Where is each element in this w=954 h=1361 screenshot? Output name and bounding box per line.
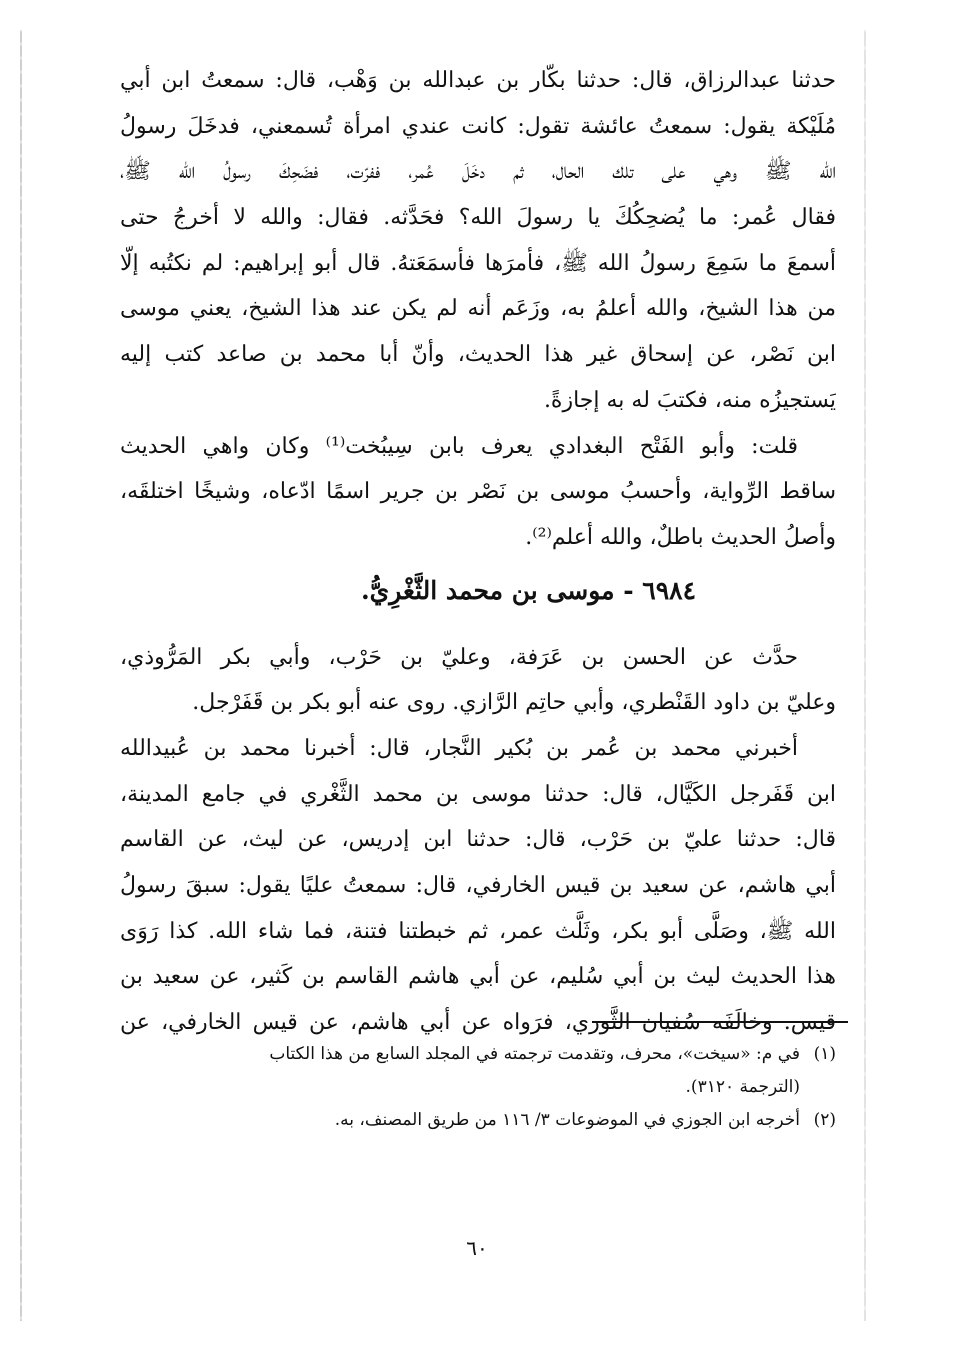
footnote-line bbox=[120, 1104, 836, 1137]
main-text bbox=[120, 58, 836, 1046]
text-line: ابن قَفَرجل الكَيَّال، قال: حدثنا موسى بن محمد الثَّغْري في جامع المدينة، bbox=[120, 781, 836, 807]
text-line: فقال عُمر: ما يُضحِكُكَ يا رسولَ الله؟ فحَدَّثه. فقال: والله لا أخرجُ حتى bbox=[120, 205, 836, 231]
text-line: حدثنا عبدالرزاق، قال: حدثنا بكّار بن عبدالله بن وَهْب، قال: سمعتُ ابن أبي bbox=[120, 68, 836, 93]
footnote-number: (١) bbox=[813, 1044, 836, 1064]
text-line: أبي هاشم، عن سعيد بن قيس الخارفي، قال: سمعتُ عليًا يقول: سبقَ رسولُ bbox=[120, 873, 836, 898]
footnote-1 bbox=[120, 1038, 836, 1104]
text-line: حدَّث عن الحسن بن عَرَفة، وعليّ بن حَرْب، وأبي بكر المَرُّوذي، bbox=[120, 644, 798, 670]
text-line: قلت: وأبو الفَتْح البغدادي يعرف بابن سِيبُخت⁽¹⁾ وكان واهي الحديث bbox=[120, 433, 798, 459]
paragraph-2 bbox=[120, 424, 836, 561]
text-line: هذا الحديث ليث بن أبي سُليم، عن أبي هاشم القاسم بن كَثير، عن سعيد بن bbox=[120, 964, 836, 990]
text-line: قال: حدثنا عليّ بن حَرْب، قال: حدثنا ابن إدريس، عن ليث، عن القاسم bbox=[120, 827, 836, 853]
text-line: وأصلُ الحديث باطلٌ، والله أعلم⁽²⁾. bbox=[525, 524, 836, 550]
footnote-text: (الترجمة ٣١٢٠). bbox=[685, 1077, 800, 1097]
entry-heading: ٦٩٨٤ - موسى بن محمد الثَّغْرِيُّ. bbox=[360, 575, 696, 605]
text-line: أخبرني محمد بن عُمر بن بُكير النَّجار، قال: أخبرنا محمد بن عُبيدالله bbox=[120, 735, 798, 761]
footnote-number: (٢) bbox=[813, 1110, 836, 1130]
footnote-divider bbox=[592, 1021, 848, 1023]
paragraph-3 bbox=[120, 635, 836, 726]
paragraph-4 bbox=[120, 726, 836, 1046]
page-number: ٦٠ bbox=[466, 1236, 488, 1260]
scan-artifact-right bbox=[864, 30, 866, 1321]
text-line: أسمعَ ما سَمِعَ رسولُ الله ﷺ، فأمرَها فأسمَعَتهُ. قال أبو إبراهيم: لم نكتُبه إلّا bbox=[120, 250, 836, 276]
text-line: الله ﷺ، وصَلَّى أبو بكر، وثَلَّث عمر، ثم خبطتنا فتنة، فما شاء الله. كذا رَوَى bbox=[120, 918, 836, 944]
text-line: يَستجيزُه منه، فكتبَ له به إجازةً. bbox=[543, 387, 836, 413]
scan-artifact-left bbox=[20, 30, 22, 1321]
text-line: قيس. وخالَفَه سُفيان الثَّوري، فرَواه عن أبي هاشم، عن قيس الخارفي، عن bbox=[120, 1010, 836, 1036]
footnote-text: أخرجه ابن الجوزي في الموضوعات ٣/ ١١٦ من طريق المصنف، به. bbox=[334, 1110, 800, 1130]
footnote-2 bbox=[120, 1104, 836, 1137]
text-line: ابن نَصْر، عن إسحاق غير هذا الحديث، وأنّ أبا محمد بن صاعد كتب إليه bbox=[120, 342, 836, 368]
footnotes bbox=[120, 1038, 836, 1137]
footnote-line bbox=[120, 1038, 836, 1071]
footnote-text: في م: «سيخت»، محرف، وتقدمت ترجمته في المجلد السابع من هذا الكتاب bbox=[269, 1044, 800, 1064]
paragraph-1 bbox=[120, 58, 836, 424]
text-line: الله ﷺ وهي على تلك الحال، ثم دخَلَ عُمر، ففرّت، فضَحِكَ رسولُ الله ﷺ، bbox=[120, 159, 836, 185]
text-line: وعليّ بن داود القَنْطري، وأبي حاتِم الرَّازي. روى عنه أبو بكر بن قَفَرْجل. bbox=[192, 690, 836, 716]
text-line: ساقط الرِّواية، وأحسبُ موسى بن نَصْر بن جرير اسمًا ادّعاه، وشيخًا اختلقَه، bbox=[120, 479, 836, 505]
text-line: مُلَيْكة يقول: سمعتُ عائشة تقول: كانت عندي امرأة تُسمعني، فدخَلَ رسولُ bbox=[120, 113, 836, 139]
text-line: من هذا الشيخ، والله أعلمُ به، وزَعَم أنه لم يكن عند هذا الشيخ، يعني موسى bbox=[120, 296, 836, 322]
